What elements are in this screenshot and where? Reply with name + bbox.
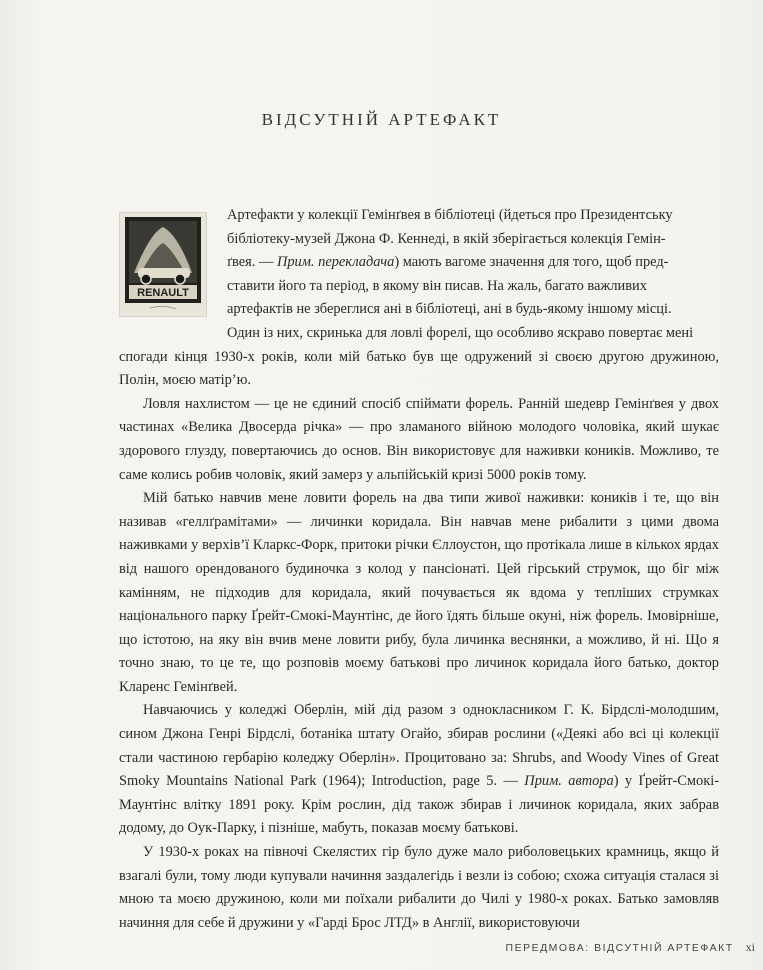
paragraph-1-line-2: бібліотеку-музей Джона Ф. Кеннеді, в якій зберігається колекція Гемін- [227,230,666,247]
paragraph-1-rest: спогади кінця 1930-х років, коли мій батько був ще одружений зі своєю другою дружиною, Полін, моєю матір’ю. [119,348,719,389]
author-note: Прим. автора [524,773,614,790]
paragraph-1-line-3 [227,251,719,275]
paragraph-1-line-1: Артефакти у колекції Гемінґвея в бібліотеці (йдеться про Президентську [227,207,673,223]
paragraph-4-end: ) у Ґрейт-Смокі-Маунтінс влітку 1891 року. Крім рослин, дід також збирав і личинок коридала, яких забрав додому, до Оук-Парку, і пізніше, мабуть, показав моєму батькові. [119,773,719,837]
translator-note-dash: — [255,254,277,271]
paragraph-2: Ловля нахлистом — це не єдиний спосіб спіймати форель. Ранній шедевр Гемінґвея у двох частинах «Велика Двосерда річка» — про зламаного війною молодого чоловіка, який шукає здорового глузду, повертаючись до основ. Він використовує для наживки коників. Можливо, те саме колись робив чоловік, який замерз у альпійській кризі 5000 років тому. [119,395,719,483]
running-head: ПЕРЕДМОВА: ВІДСУТНІЙ АРТЕФАКТ [505,942,734,954]
paragraph-4 [119,699,719,841]
author-note-dash: — [497,773,525,790]
paragraph-1-line-6: Один із них, скринька для ловлі форелі, що особливо яскраво повертає мені [227,324,694,341]
page-footer [506,940,755,955]
paragraph-1-line-5: артефактів не збереглися ані в бібліотеці, ані в будь-якому іншому місці. [227,301,672,318]
paragraph-3: Мій батько навчив мене ловити форель на два типи живої наживки: коників і те, що він називав «геллґрамітами» — личинки коридала. Він навчав мене рибалити з цими двома наживками у верхів’ї Кларкс-Форк, притоки річки Єллоустон, що протікала лише в кількох ярдах від нашого орендованого будиночка з колод у пансіонаті. Цей гірський струмок, що біг між камінням, не підходив для коридала, який почувається як вдома у теплішиx струмках національного парку Ґрейт-Смокі-Маунтінс, де його їдять більше окуні, ніж форель. Імовірніше, що істотою, на яку він вчив мене ловити рибу, була личинка веснянки, а можливо, й ні. Що я точно знаю, то це те, що розповів моєму батькові про личинок коридала його батько, доктор Кларенс Гемінґвей. [119,490,719,695]
paragraph-1-line-3-end: ) мають вагоме значення для того, щоб пред- [394,254,669,271]
paragraph-5: У 1930-х роках на півночі Скелястих гір було дуже мало риболовецьких крамниць, якщо й взагалі були, тому люди купували начиння заздалегідь і везли із собою; схожа ситуація сталася зі мною та моєю дружиною, коли ми поїхали рибалити до Чилі у 1980-х роках. Батько замовляв начиння для себе й дружини у «Гарді Брос ЛТД» в Англії, використовуючи [119,844,719,931]
renault-logo-text: RENAULT [137,287,189,299]
translator-note: Прим. перекладача [276,254,395,271]
paragraph-1-line-4: ставити його та період, в якому він писав. На жаль, багато важливих [227,277,647,294]
paragraph-4-start: Навчаючись у коледжі Оберлін, мій дід разом з однокласником Г. К. Бірдслі-молодшим, сином Джона Генрі Бірдслі, ботаніка штату Огайо, збирав рослини («Деякі або всі ці колекції стали частиною гербарію коледжу Оберлін». Процитовано за: Shrubs, and Woody Vines of Great Smoky Mountains National Park (1964); Introduction, page 5. [119,702,719,790]
page-number: xi [745,940,755,954]
chapter-title: ВІДСУТНІЙ АРТЕФАКТ [261,110,502,129]
paragraph-1-line-3-start: ґвея. [227,254,256,271]
main-text [119,204,719,935]
